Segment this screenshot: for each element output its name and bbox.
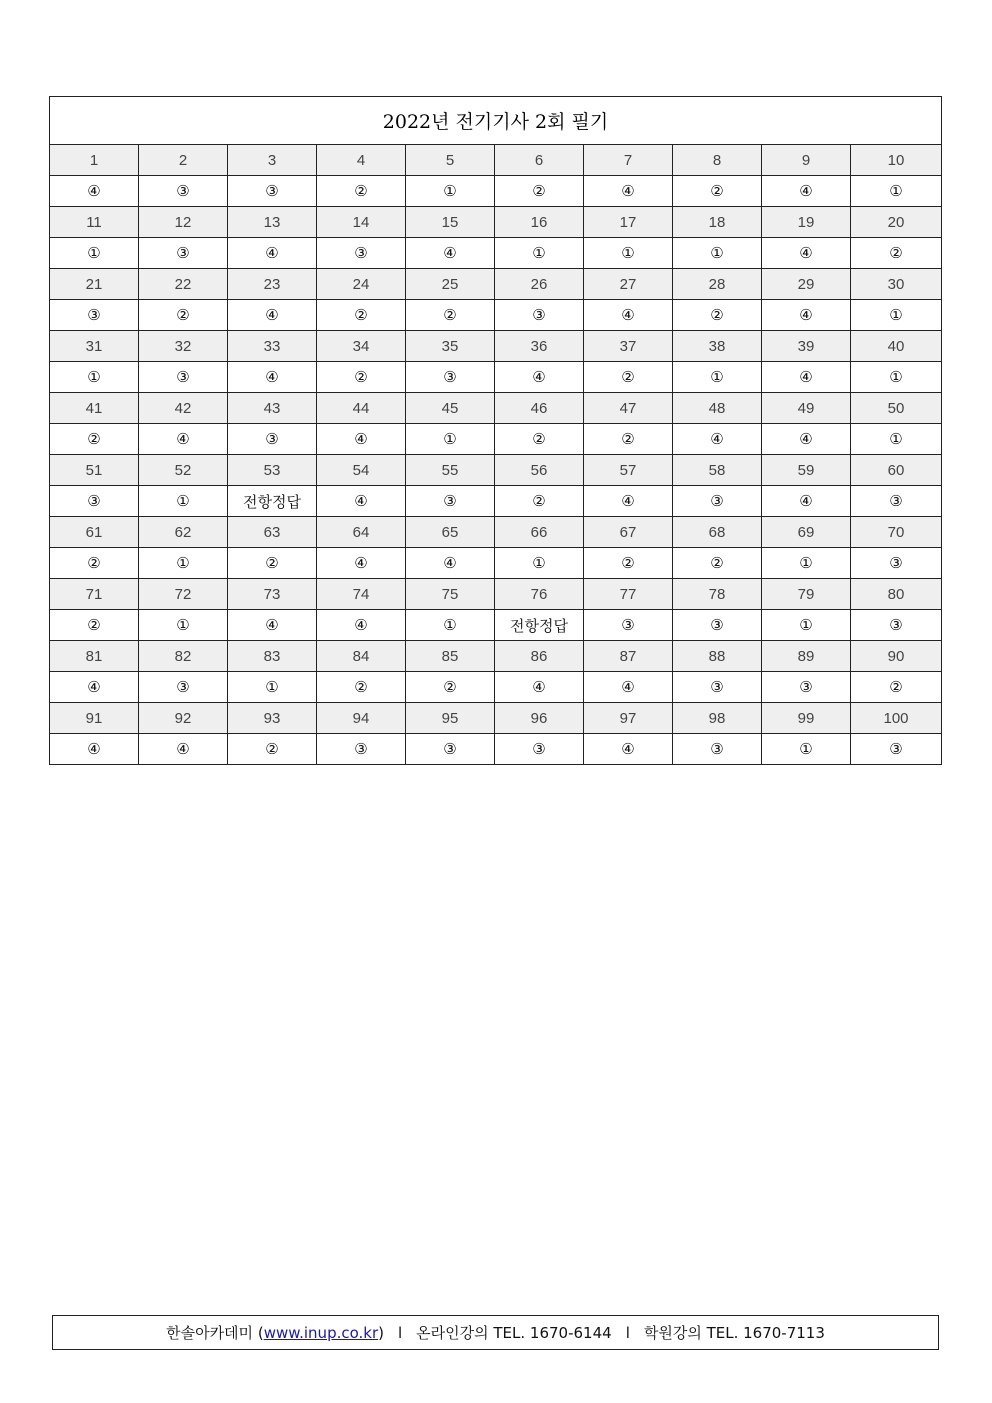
answer-cell: ④ bbox=[317, 424, 406, 455]
answer-row bbox=[50, 486, 942, 517]
answer-cell: ② bbox=[50, 548, 139, 579]
question-number-cell: 80 bbox=[851, 579, 942, 610]
answer-cell: ① bbox=[851, 362, 942, 393]
question-number-cell: 66 bbox=[495, 517, 584, 548]
question-number-cell: 6 bbox=[495, 145, 584, 176]
question-number-cell: 58 bbox=[673, 455, 762, 486]
question-number-cell: 82 bbox=[139, 641, 228, 672]
answer-cell: ③ bbox=[228, 424, 317, 455]
question-number-cell: 2 bbox=[139, 145, 228, 176]
answer-row bbox=[50, 424, 942, 455]
question-number-row bbox=[50, 455, 942, 486]
question-number-cell: 10 bbox=[851, 145, 942, 176]
question-number-cell: 88 bbox=[673, 641, 762, 672]
answer-cell: ④ bbox=[762, 300, 851, 331]
answer-cell: ④ bbox=[762, 176, 851, 207]
answer-cell: ④ bbox=[139, 734, 228, 765]
answer-cell: ③ bbox=[851, 610, 942, 641]
answer-cell: ① bbox=[762, 610, 851, 641]
question-number-row bbox=[50, 703, 942, 734]
question-number-cell: 37 bbox=[584, 331, 673, 362]
answer-row bbox=[50, 176, 942, 207]
question-number-cell: 28 bbox=[673, 269, 762, 300]
answer-cell: ③ bbox=[139, 176, 228, 207]
question-number-cell: 89 bbox=[762, 641, 851, 672]
question-number-cell: 12 bbox=[139, 207, 228, 238]
question-number-row bbox=[50, 207, 942, 238]
question-number-cell: 85 bbox=[406, 641, 495, 672]
question-number-cell: 40 bbox=[851, 331, 942, 362]
question-number-cell: 54 bbox=[317, 455, 406, 486]
answer-cell: ④ bbox=[139, 424, 228, 455]
question-number-cell: 1 bbox=[50, 145, 139, 176]
question-number-cell: 62 bbox=[139, 517, 228, 548]
academy-lecture-phone: 학원강의 TEL. 1670-7113 bbox=[643, 1324, 825, 1342]
question-number-row bbox=[50, 393, 942, 424]
answer-cell: ② bbox=[495, 424, 584, 455]
question-number-cell: 83 bbox=[228, 641, 317, 672]
question-number-cell: 63 bbox=[228, 517, 317, 548]
question-number-cell: 52 bbox=[139, 455, 228, 486]
question-number-cell: 14 bbox=[317, 207, 406, 238]
title-row bbox=[50, 97, 942, 145]
answer-cell: ① bbox=[139, 610, 228, 641]
answer-cell: 전항정답 bbox=[228, 486, 317, 517]
answer-cell: ② bbox=[673, 548, 762, 579]
answer-cell: ③ bbox=[851, 548, 942, 579]
answer-cell: ② bbox=[673, 300, 762, 331]
answer-cell: ③ bbox=[584, 610, 673, 641]
question-number-cell: 93 bbox=[228, 703, 317, 734]
answer-cell: ① bbox=[406, 424, 495, 455]
question-number-cell: 3 bbox=[228, 145, 317, 176]
question-number-cell: 65 bbox=[406, 517, 495, 548]
answer-cell: ④ bbox=[228, 300, 317, 331]
academy-website-link[interactable]: www.inup.co.kr bbox=[263, 1323, 379, 1342]
answer-cell: ④ bbox=[673, 424, 762, 455]
question-number-cell: 74 bbox=[317, 579, 406, 610]
answer-cell: ④ bbox=[50, 734, 139, 765]
question-number-cell: 81 bbox=[50, 641, 139, 672]
question-number-cell: 48 bbox=[673, 393, 762, 424]
question-number-cell: 11 bbox=[50, 207, 139, 238]
answer-cell: ② bbox=[584, 548, 673, 579]
question-number-cell: 29 bbox=[762, 269, 851, 300]
answer-cell: ② bbox=[50, 424, 139, 455]
question-number-cell: 76 bbox=[495, 579, 584, 610]
answer-cell: ② bbox=[495, 176, 584, 207]
answer-cell: ② bbox=[406, 300, 495, 331]
answer-cell: ② bbox=[584, 362, 673, 393]
question-number-cell: 35 bbox=[406, 331, 495, 362]
question-number-cell: 96 bbox=[495, 703, 584, 734]
question-number-cell: 55 bbox=[406, 455, 495, 486]
question-number-cell: 79 bbox=[762, 579, 851, 610]
answer-cell: ① bbox=[228, 672, 317, 703]
answer-cell: 전항정답 bbox=[495, 610, 584, 641]
question-number-row bbox=[50, 331, 942, 362]
question-number-cell: 5 bbox=[406, 145, 495, 176]
answer-cell: ① bbox=[406, 610, 495, 641]
question-number-cell: 98 bbox=[673, 703, 762, 734]
question-number-cell: 7 bbox=[584, 145, 673, 176]
answer-cell: ① bbox=[673, 238, 762, 269]
question-number-cell: 67 bbox=[584, 517, 673, 548]
answer-cell: ④ bbox=[584, 300, 673, 331]
question-number-cell: 25 bbox=[406, 269, 495, 300]
question-number-cell: 77 bbox=[584, 579, 673, 610]
answer-cell: ① bbox=[851, 300, 942, 331]
question-number-cell: 24 bbox=[317, 269, 406, 300]
answer-cell: ③ bbox=[673, 486, 762, 517]
answer-cell: ④ bbox=[228, 238, 317, 269]
question-number-cell: 18 bbox=[673, 207, 762, 238]
question-number-cell: 70 bbox=[851, 517, 942, 548]
answer-row bbox=[50, 238, 942, 269]
answer-cell: ① bbox=[50, 238, 139, 269]
question-number-cell: 72 bbox=[139, 579, 228, 610]
question-number-cell: 75 bbox=[406, 579, 495, 610]
question-number-cell: 69 bbox=[762, 517, 851, 548]
question-number-cell: 99 bbox=[762, 703, 851, 734]
footer-separator: l bbox=[625, 1323, 630, 1342]
question-number-cell: 73 bbox=[228, 579, 317, 610]
question-number-row bbox=[50, 517, 942, 548]
answer-cell: ③ bbox=[50, 486, 139, 517]
question-number-cell: 100 bbox=[851, 703, 942, 734]
question-number-row bbox=[50, 269, 942, 300]
answer-row bbox=[50, 610, 942, 641]
question-number-cell: 60 bbox=[851, 455, 942, 486]
answer-cell: ③ bbox=[50, 300, 139, 331]
answer-cell: ① bbox=[762, 734, 851, 765]
answer-cell: ④ bbox=[50, 176, 139, 207]
question-number-cell: 51 bbox=[50, 455, 139, 486]
answer-cell: ② bbox=[584, 424, 673, 455]
answer-cell: ② bbox=[317, 176, 406, 207]
question-number-cell: 86 bbox=[495, 641, 584, 672]
answer-row bbox=[50, 734, 942, 765]
question-number-row bbox=[50, 641, 942, 672]
page-title: 2022년 전기기사 2회 필기 bbox=[50, 97, 942, 145]
question-number-cell: 42 bbox=[139, 393, 228, 424]
answer-cell: ③ bbox=[406, 362, 495, 393]
answer-cell: ③ bbox=[317, 734, 406, 765]
question-number-cell: 57 bbox=[584, 455, 673, 486]
question-number-cell: 44 bbox=[317, 393, 406, 424]
question-number-cell: 15 bbox=[406, 207, 495, 238]
question-number-cell: 47 bbox=[584, 393, 673, 424]
answer-cell: ② bbox=[317, 300, 406, 331]
answer-cell: ④ bbox=[495, 672, 584, 703]
answer-cell: ③ bbox=[139, 362, 228, 393]
question-number-cell: 17 bbox=[584, 207, 673, 238]
answer-cell: ④ bbox=[762, 362, 851, 393]
answer-cell: ③ bbox=[139, 672, 228, 703]
answer-cell: ① bbox=[50, 362, 139, 393]
question-number-cell: 90 bbox=[851, 641, 942, 672]
answer-cell: ③ bbox=[406, 734, 495, 765]
answer-cell: ① bbox=[851, 176, 942, 207]
answer-row bbox=[50, 300, 942, 331]
footer-contact-bar bbox=[52, 1315, 939, 1350]
question-number-cell: 61 bbox=[50, 517, 139, 548]
question-number-cell: 27 bbox=[584, 269, 673, 300]
answer-cell: ② bbox=[317, 362, 406, 393]
question-number-cell: 56 bbox=[495, 455, 584, 486]
answer-cell: ① bbox=[762, 548, 851, 579]
question-number-cell: 23 bbox=[228, 269, 317, 300]
question-number-cell: 20 bbox=[851, 207, 942, 238]
question-number-cell: 9 bbox=[762, 145, 851, 176]
question-number-cell: 43 bbox=[228, 393, 317, 424]
question-number-cell: 53 bbox=[228, 455, 317, 486]
answer-cell: ④ bbox=[228, 610, 317, 641]
question-number-cell: 49 bbox=[762, 393, 851, 424]
question-number-cell: 34 bbox=[317, 331, 406, 362]
answer-cell: ② bbox=[317, 672, 406, 703]
url-close-paren: ) bbox=[378, 1323, 384, 1342]
answer-cell: ② bbox=[851, 238, 942, 269]
online-lecture-phone: 온라인강의 TEL. 1670-6144 bbox=[416, 1324, 612, 1342]
answer-cell: ② bbox=[228, 734, 317, 765]
answer-cell: ① bbox=[673, 362, 762, 393]
answer-cell: ④ bbox=[762, 486, 851, 517]
answer-cell: ② bbox=[673, 176, 762, 207]
answer-cell: ③ bbox=[762, 672, 851, 703]
answer-cell: ④ bbox=[762, 424, 851, 455]
answer-cell: ② bbox=[495, 486, 584, 517]
question-number-cell: 50 bbox=[851, 393, 942, 424]
question-number-cell: 30 bbox=[851, 269, 942, 300]
question-number-cell: 21 bbox=[50, 269, 139, 300]
answer-cell: ② bbox=[406, 672, 495, 703]
answer-cell: ③ bbox=[851, 486, 942, 517]
answer-cell: ③ bbox=[139, 238, 228, 269]
question-number-cell: 22 bbox=[139, 269, 228, 300]
answer-cell: ④ bbox=[584, 176, 673, 207]
question-number-cell: 91 bbox=[50, 703, 139, 734]
answer-cell: ③ bbox=[317, 238, 406, 269]
answer-cell: ① bbox=[139, 548, 228, 579]
answer-cell: ② bbox=[50, 610, 139, 641]
answer-cell: ④ bbox=[317, 610, 406, 641]
question-number-cell: 84 bbox=[317, 641, 406, 672]
question-number-cell: 45 bbox=[406, 393, 495, 424]
question-number-cell: 97 bbox=[584, 703, 673, 734]
question-number-cell: 38 bbox=[673, 331, 762, 362]
answer-cell: ③ bbox=[673, 610, 762, 641]
question-number-cell: 95 bbox=[406, 703, 495, 734]
footer-separator: l bbox=[398, 1323, 403, 1342]
answer-cell: ④ bbox=[317, 548, 406, 579]
answer-cell: ④ bbox=[50, 672, 139, 703]
question-number-cell: 36 bbox=[495, 331, 584, 362]
question-number-cell: 64 bbox=[317, 517, 406, 548]
answer-row bbox=[50, 548, 942, 579]
answer-cell: ④ bbox=[584, 734, 673, 765]
question-number-cell: 68 bbox=[673, 517, 762, 548]
question-number-cell: 31 bbox=[50, 331, 139, 362]
answer-cell: ③ bbox=[673, 734, 762, 765]
answer-cell: ④ bbox=[584, 486, 673, 517]
question-number-cell: 19 bbox=[762, 207, 851, 238]
answer-cell: ② bbox=[139, 300, 228, 331]
answer-cell: ③ bbox=[406, 486, 495, 517]
question-number-cell: 46 bbox=[495, 393, 584, 424]
answer-cell: ④ bbox=[406, 238, 495, 269]
question-number-cell: 87 bbox=[584, 641, 673, 672]
answer-cell: ④ bbox=[762, 238, 851, 269]
url-open-paren: ( bbox=[257, 1323, 264, 1342]
answer-cell: ③ bbox=[228, 176, 317, 207]
answer-cell: ① bbox=[139, 486, 228, 517]
question-number-cell: 78 bbox=[673, 579, 762, 610]
academy-name: 한솔아카데미 bbox=[166, 1324, 254, 1342]
question-number-row bbox=[50, 579, 942, 610]
answer-row bbox=[50, 362, 942, 393]
question-number-cell: 71 bbox=[50, 579, 139, 610]
question-number-cell: 33 bbox=[228, 331, 317, 362]
question-number-cell: 16 bbox=[495, 207, 584, 238]
question-number-cell: 94 bbox=[317, 703, 406, 734]
answer-cell: ③ bbox=[495, 300, 584, 331]
question-number-cell: 59 bbox=[762, 455, 851, 486]
answer-cell: ③ bbox=[851, 734, 942, 765]
answer-cell: ③ bbox=[673, 672, 762, 703]
question-number-cell: 39 bbox=[762, 331, 851, 362]
question-number-cell: 92 bbox=[139, 703, 228, 734]
question-number-cell: 4 bbox=[317, 145, 406, 176]
answer-cell: ① bbox=[495, 548, 584, 579]
answer-cell: ④ bbox=[495, 362, 584, 393]
question-number-cell: 41 bbox=[50, 393, 139, 424]
answer-cell: ④ bbox=[406, 548, 495, 579]
question-number-cell: 13 bbox=[228, 207, 317, 238]
answer-cell: ① bbox=[584, 238, 673, 269]
answer-cell: ④ bbox=[584, 672, 673, 703]
answer-cell: ① bbox=[495, 238, 584, 269]
table-body bbox=[50, 97, 942, 765]
answer-cell: ② bbox=[228, 548, 317, 579]
question-number-row bbox=[50, 145, 942, 176]
answer-cell: ④ bbox=[317, 486, 406, 517]
question-number-cell: 8 bbox=[673, 145, 762, 176]
question-number-cell: 32 bbox=[139, 331, 228, 362]
answer-cell: ③ bbox=[495, 734, 584, 765]
answer-row bbox=[50, 672, 942, 703]
answer-cell: ① bbox=[851, 424, 942, 455]
answer-table bbox=[49, 96, 942, 765]
answer-cell: ④ bbox=[228, 362, 317, 393]
answer-cell: ② bbox=[851, 672, 942, 703]
question-number-cell: 26 bbox=[495, 269, 584, 300]
answer-cell: ① bbox=[406, 176, 495, 207]
